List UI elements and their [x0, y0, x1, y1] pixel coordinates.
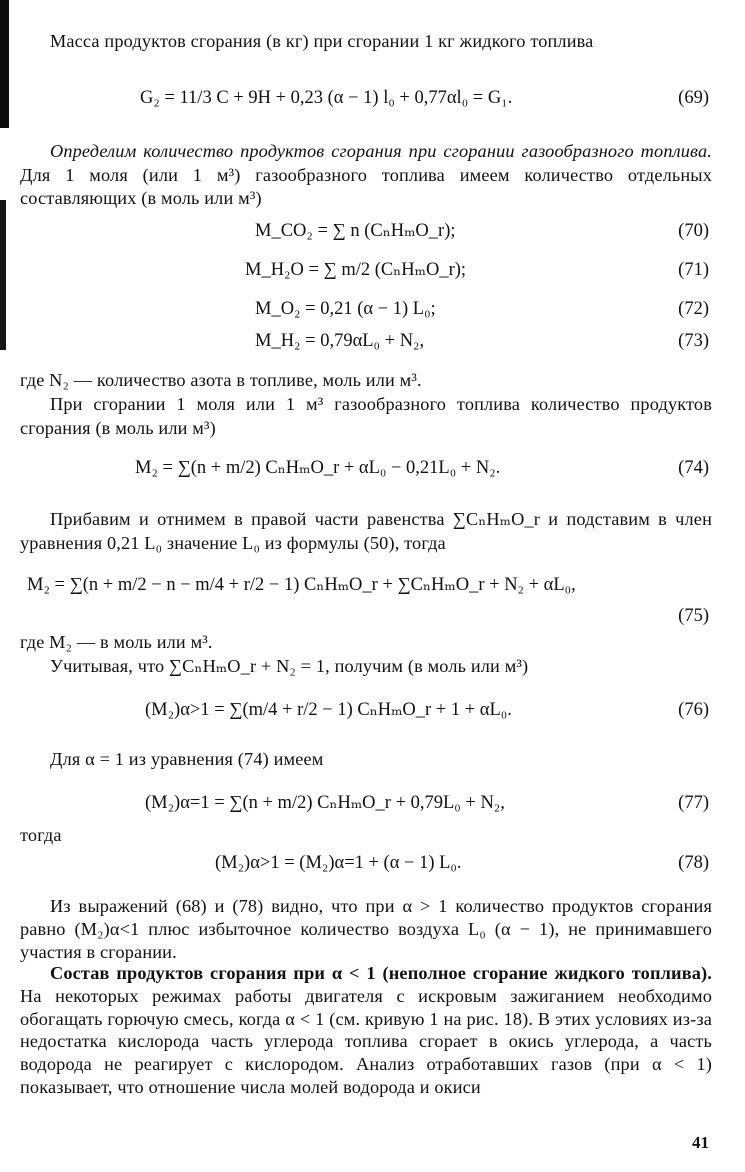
equation-number: (77) — [678, 793, 709, 813]
paragraph: Масса продуктов сгорания (в кг) при сгорании 1 кг жидкого топлива — [50, 31, 594, 51]
equation-number: (72) — [678, 299, 709, 319]
equation-74: M₂ = ∑(n + m/2) CₙHₘO_r + αL₀ − 0,21L₀ + N₂. — [135, 458, 501, 478]
equation-number: (70) — [678, 221, 709, 241]
paragraph — [20, 140, 712, 211]
paragraph: где M₂ — в моль или м³. — [20, 632, 213, 652]
equation-number: (69) — [678, 88, 709, 108]
scan-edge-shadow — [0, 200, 6, 350]
paragraph-text: На некоторых режимах работы двигателя с искровым зажиганием необходимо обогащать горючую смесь, когда α < 1 (см. кривую 1 на рис. 18). В этих условиях из-за недостатка кислорода часть углерода топлива сгорает в окись углерода, а часть водорода не реагирует с кислородом. Анализ отработавших газов (при α < 1) показывает, что отношение числа молей водорода и окиси — [20, 985, 712, 1097]
paragraph: Прибавим и отнимем в правой части равенства ∑CₙHₘO_r и подставим в член уравнения 0,21 L₀ значение L₀ из формулы (50), тогда — [20, 509, 712, 553]
paragraph: Учитывая, что ∑CₙHₘO_r + N₂ = 1, получим (в моль или м³) — [50, 656, 529, 676]
paragraph — [20, 962, 712, 1099]
equation-78: (M₂)α>1 = (M₂)α=1 + (α − 1) L₀. — [215, 853, 462, 873]
bold-heading: Состав продуктов сгорания при α < 1 (неполное сгорание жидкого топлива). — [50, 963, 712, 983]
equation-number: (71) — [678, 260, 709, 280]
equation-number: (78) — [678, 853, 709, 873]
equation-71: M_H₂O = ∑ m/2 (CₙHₘO_r); — [245, 260, 467, 280]
scan-edge-shadow — [0, 0, 9, 128]
paragraph: Из выражений (68) и (78) видно, что при α > 1 количество продуктов сгорания равно (M₂)α<1 плюс избыточное количество воздуха L₀ (α − 1), не принимавшего участия в сгорании. — [20, 896, 712, 962]
equation-number: (76) — [678, 700, 709, 720]
equation-77: (M₂)α=1 = ∑(n + m/2) CₙHₘO_r + 0,79L₀ + N₂, — [145, 793, 505, 813]
equation-number: (73) — [678, 331, 709, 351]
equation-72: M_O₂ = 0,21 (α − 1) L₀; — [255, 299, 436, 319]
equation-70: M_CO₂ = ∑ n (CₙHₘO_r); — [255, 221, 456, 241]
page-number: 41 — [692, 1133, 709, 1152]
equation-75: M₂ = ∑(n + m/2 − n − m/4 + r/2 − 1) CₙHₘO_r + ∑CₙHₘO_r + N₂ + αL₀, — [27, 575, 576, 595]
paragraph: Для α = 1 из уравнения (74) имеем — [50, 749, 324, 769]
equation-69: G₂ = 11/3 C + 9H + 0,23 (α − 1) l₀ + 0,77αl₀ = G₁. — [140, 88, 513, 108]
paragraph: При сгорании 1 моля или 1 м³ газообразного топлива количество продуктов сгорания (в моль или м³) — [20, 394, 712, 438]
italic-lead: Определим количество продуктов сгорания при сгорании газообразного топлива. — [50, 141, 712, 161]
equation-76: (M₂)α>1 = ∑(m/4 + r/2 − 1) CₙHₘO_r + 1 + αL₀. — [145, 700, 512, 720]
equation-number: (74) — [678, 458, 709, 478]
paragraph-text: Для 1 моля (или 1 м³) газообразного топлива имеем количество отдельных составляющих (в моль или м³) — [20, 164, 712, 209]
equation-73: M_H₂ = 0,79αL₀ + N₂, — [255, 331, 425, 351]
paragraph: тогда — [20, 825, 62, 845]
equation-number: (75) — [678, 606, 709, 626]
paragraph: где N₂ — количество азота в топливе, моль или м³. — [20, 370, 422, 390]
